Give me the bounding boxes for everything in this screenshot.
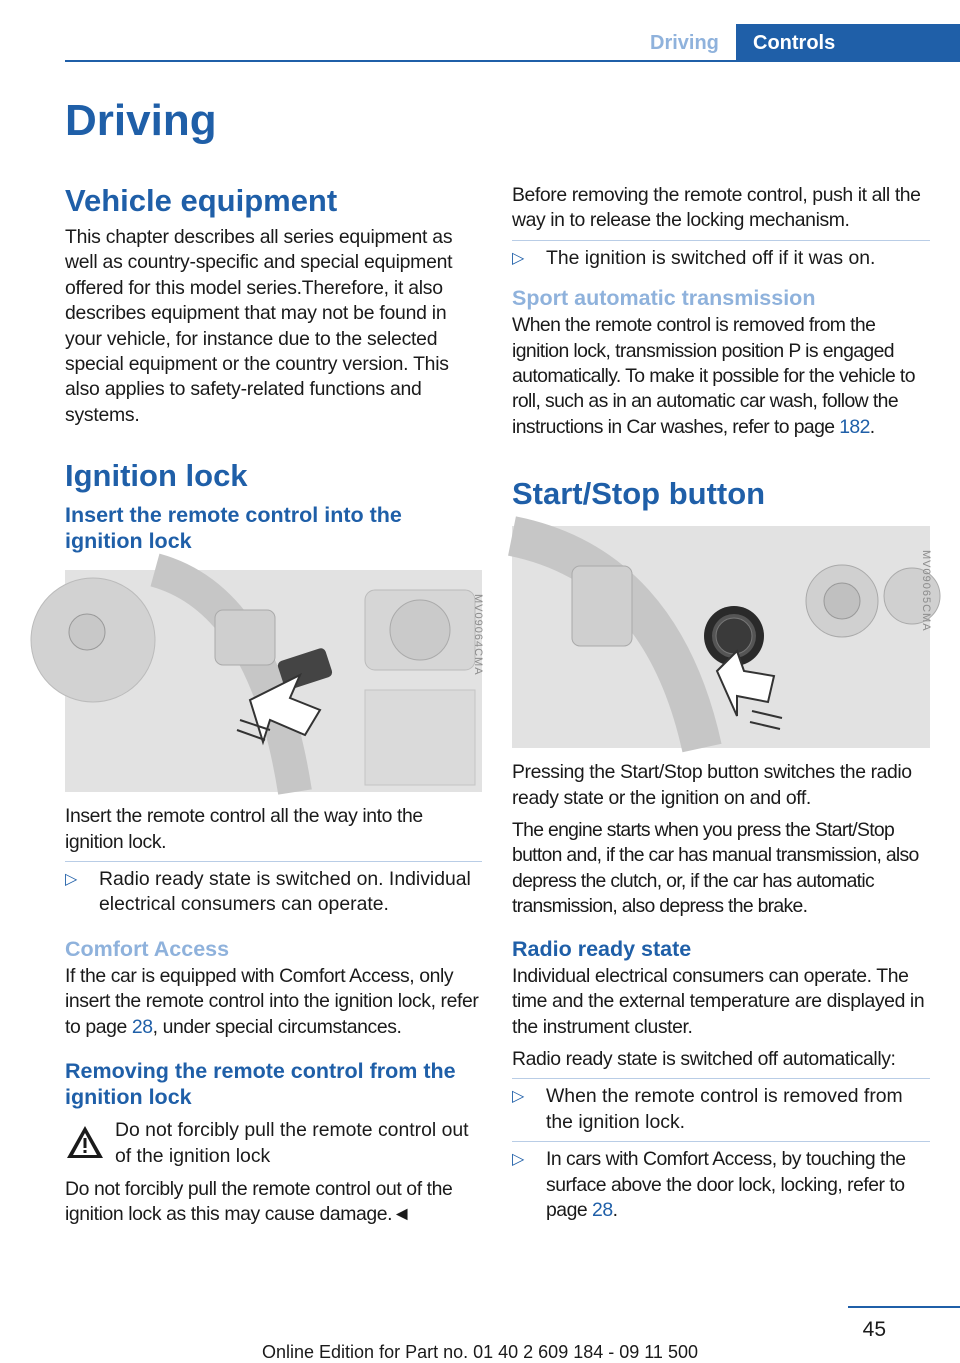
bullet-arrow-icon: ▷ (512, 1088, 525, 1106)
before-removing-text: Before removing the remote control, push it all the way in to release the locking mechanism. (512, 184, 921, 232)
insert-remote-heading: Insert the remote control into the ignition lock (65, 503, 402, 554)
bullet-text: The ignition is switched off if it was on. (546, 246, 876, 269)
warning-note (65, 1118, 482, 1169)
page-number: 45 (862, 1318, 886, 1341)
radio-auto-text: Radio ready state is switched off automatically: (512, 1047, 896, 1070)
bullet-ignition-off (512, 246, 930, 271)
ignition-lock-illustration (65, 570, 482, 792)
start-stop-heading: Start/Stop button (512, 476, 766, 512)
ignition-lock-heading: Ignition lock (65, 458, 248, 494)
footer-rule (848, 1306, 960, 1308)
car-wash-page-link[interactable]: 182 (839, 415, 870, 438)
bullet-comfort-access (512, 1147, 930, 1223)
sport-transmission-text (512, 313, 930, 440)
radio-ready-text: Individual electrical consumers can operate. The time and the external temperature are displayed in the instrument cluster. (512, 964, 925, 1038)
figure2-code: MV09065CMA (920, 550, 932, 632)
right-column (512, 183, 930, 1223)
insert-text: Insert the remote control all the way into the ignition lock. (65, 805, 423, 853)
comfort-text-a: If the car is equipped with Comfort Access, only insert the remote control into the ignition lock, refer to page (65, 964, 479, 1038)
left-column (65, 183, 482, 1235)
bullet-text: In cars with Comfort Access, by touching the surface above the door lock, locking, refer to page (546, 1148, 906, 1221)
vehicle-equipment-heading: Vehicle equipment (65, 183, 338, 218)
vehicle-equipment-text: This chapter describes all series equipment as well as country-specific and special equipment offered for this model series.Therefore, it also describes equipment that may not be found in your vehicle, for instance due to the selected special equipment or the country version. This also applies to safety-related functions and systems. (65, 226, 453, 426)
bullet-remote-removed (512, 1084, 930, 1135)
comfort-access-heading: Comfort Access (65, 936, 230, 961)
bullet-arrow-icon: ▷ (512, 249, 525, 267)
start-stop-illustration (512, 526, 930, 748)
ignition-lock-figure (65, 570, 482, 792)
comfort-text-b: , under special circumstances. (152, 1015, 402, 1038)
removing-heading: Removing the remote control from the ignition lock (65, 1059, 456, 1110)
warning-triangle-icon (65, 1124, 105, 1160)
comfort-access-text (65, 964, 482, 1040)
chapter-tab[interactable]: Controls (736, 24, 960, 60)
bullet-arrow-icon: ▷ (65, 871, 78, 889)
start-stop-figure (512, 526, 930, 748)
press-text: Pressing the Start/Stop button switches the radio ready state or the ignition on and off. (512, 761, 912, 809)
footer-edition: Online Edition for Part no. 01 40 2 609 184 - 09 11 500 (262, 1342, 698, 1362)
bullet-text: When the remote control is removed from the ignition lock. (546, 1085, 903, 1133)
engine-text: The engine starts when you press the Start/Stop button and, if the car has manual transmission, also depress the clutch, or, if the car has automatic transmission, also depress the brake. (512, 819, 919, 918)
warning-text: Do not forcibly pull the remote control out of the ignition lock (115, 1119, 469, 1167)
door-lock-page-link[interactable]: 28 (592, 1198, 613, 1221)
sport-transmission-heading: Sport automatic transmission (512, 286, 816, 311)
section-tab[interactable]: Driving (650, 32, 719, 54)
figure1-code: MV09064CMA (472, 594, 484, 676)
comfort-page-link[interactable]: 28 (131, 1015, 153, 1038)
bullet-radio-ready (65, 867, 482, 918)
bullet-end: . (612, 1198, 618, 1221)
bullet-text: Radio ready state is switched on. Individual electrical consumers can operate. (99, 868, 471, 916)
header-bar (65, 24, 960, 62)
sport-text-a: When the remote control is removed from the ignition lock, transmission position P is engaged automatically. To make it possible for the vehicle to roll, such as in an automatic car wash, follow the instructions in Car washes, refer to page (512, 314, 915, 438)
bullet-arrow-icon: ▷ (512, 1151, 524, 1169)
removing-text: Do not forcibly pull the remote control out of the ignition lock as this may cause damage.◄ (65, 1177, 453, 1226)
radio-ready-heading: Radio ready state (512, 936, 692, 961)
sport-text-b: . (869, 415, 875, 438)
page-title: Driving (65, 96, 217, 145)
